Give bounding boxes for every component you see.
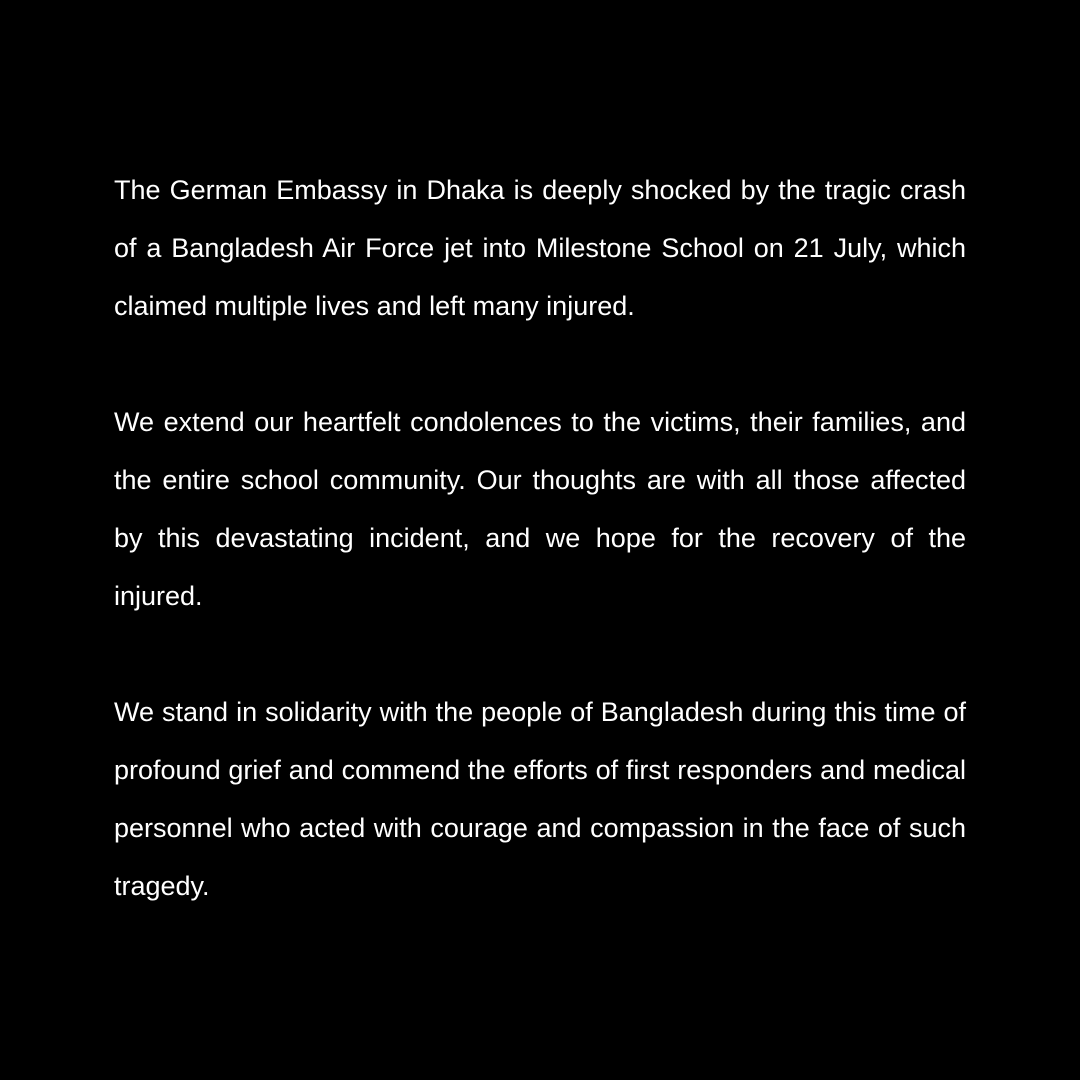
statement-paragraph-3: We stand in solidarity with the people of Bangladesh during this time of profound grief and commend the efforts of first responders and medical personnel who acted with courage and compassion in the face of such tragedy.: [114, 697, 966, 901]
statement-text: [114, 161, 966, 915]
statement-paragraph-1: The German Embassy in Dhaka is deeply shocked by the tragic crash of a Bangladesh Air Force jet into Milestone School on 21 July, which claimed multiple lives and left many injured.: [114, 175, 966, 321]
statement-paragraph-2: We extend our heartfelt condolences to the victims, their families, and the entire school community. Our thoughts are with all those affected by this devastating incident, and we hope for the recovery of the injured.: [114, 407, 966, 611]
